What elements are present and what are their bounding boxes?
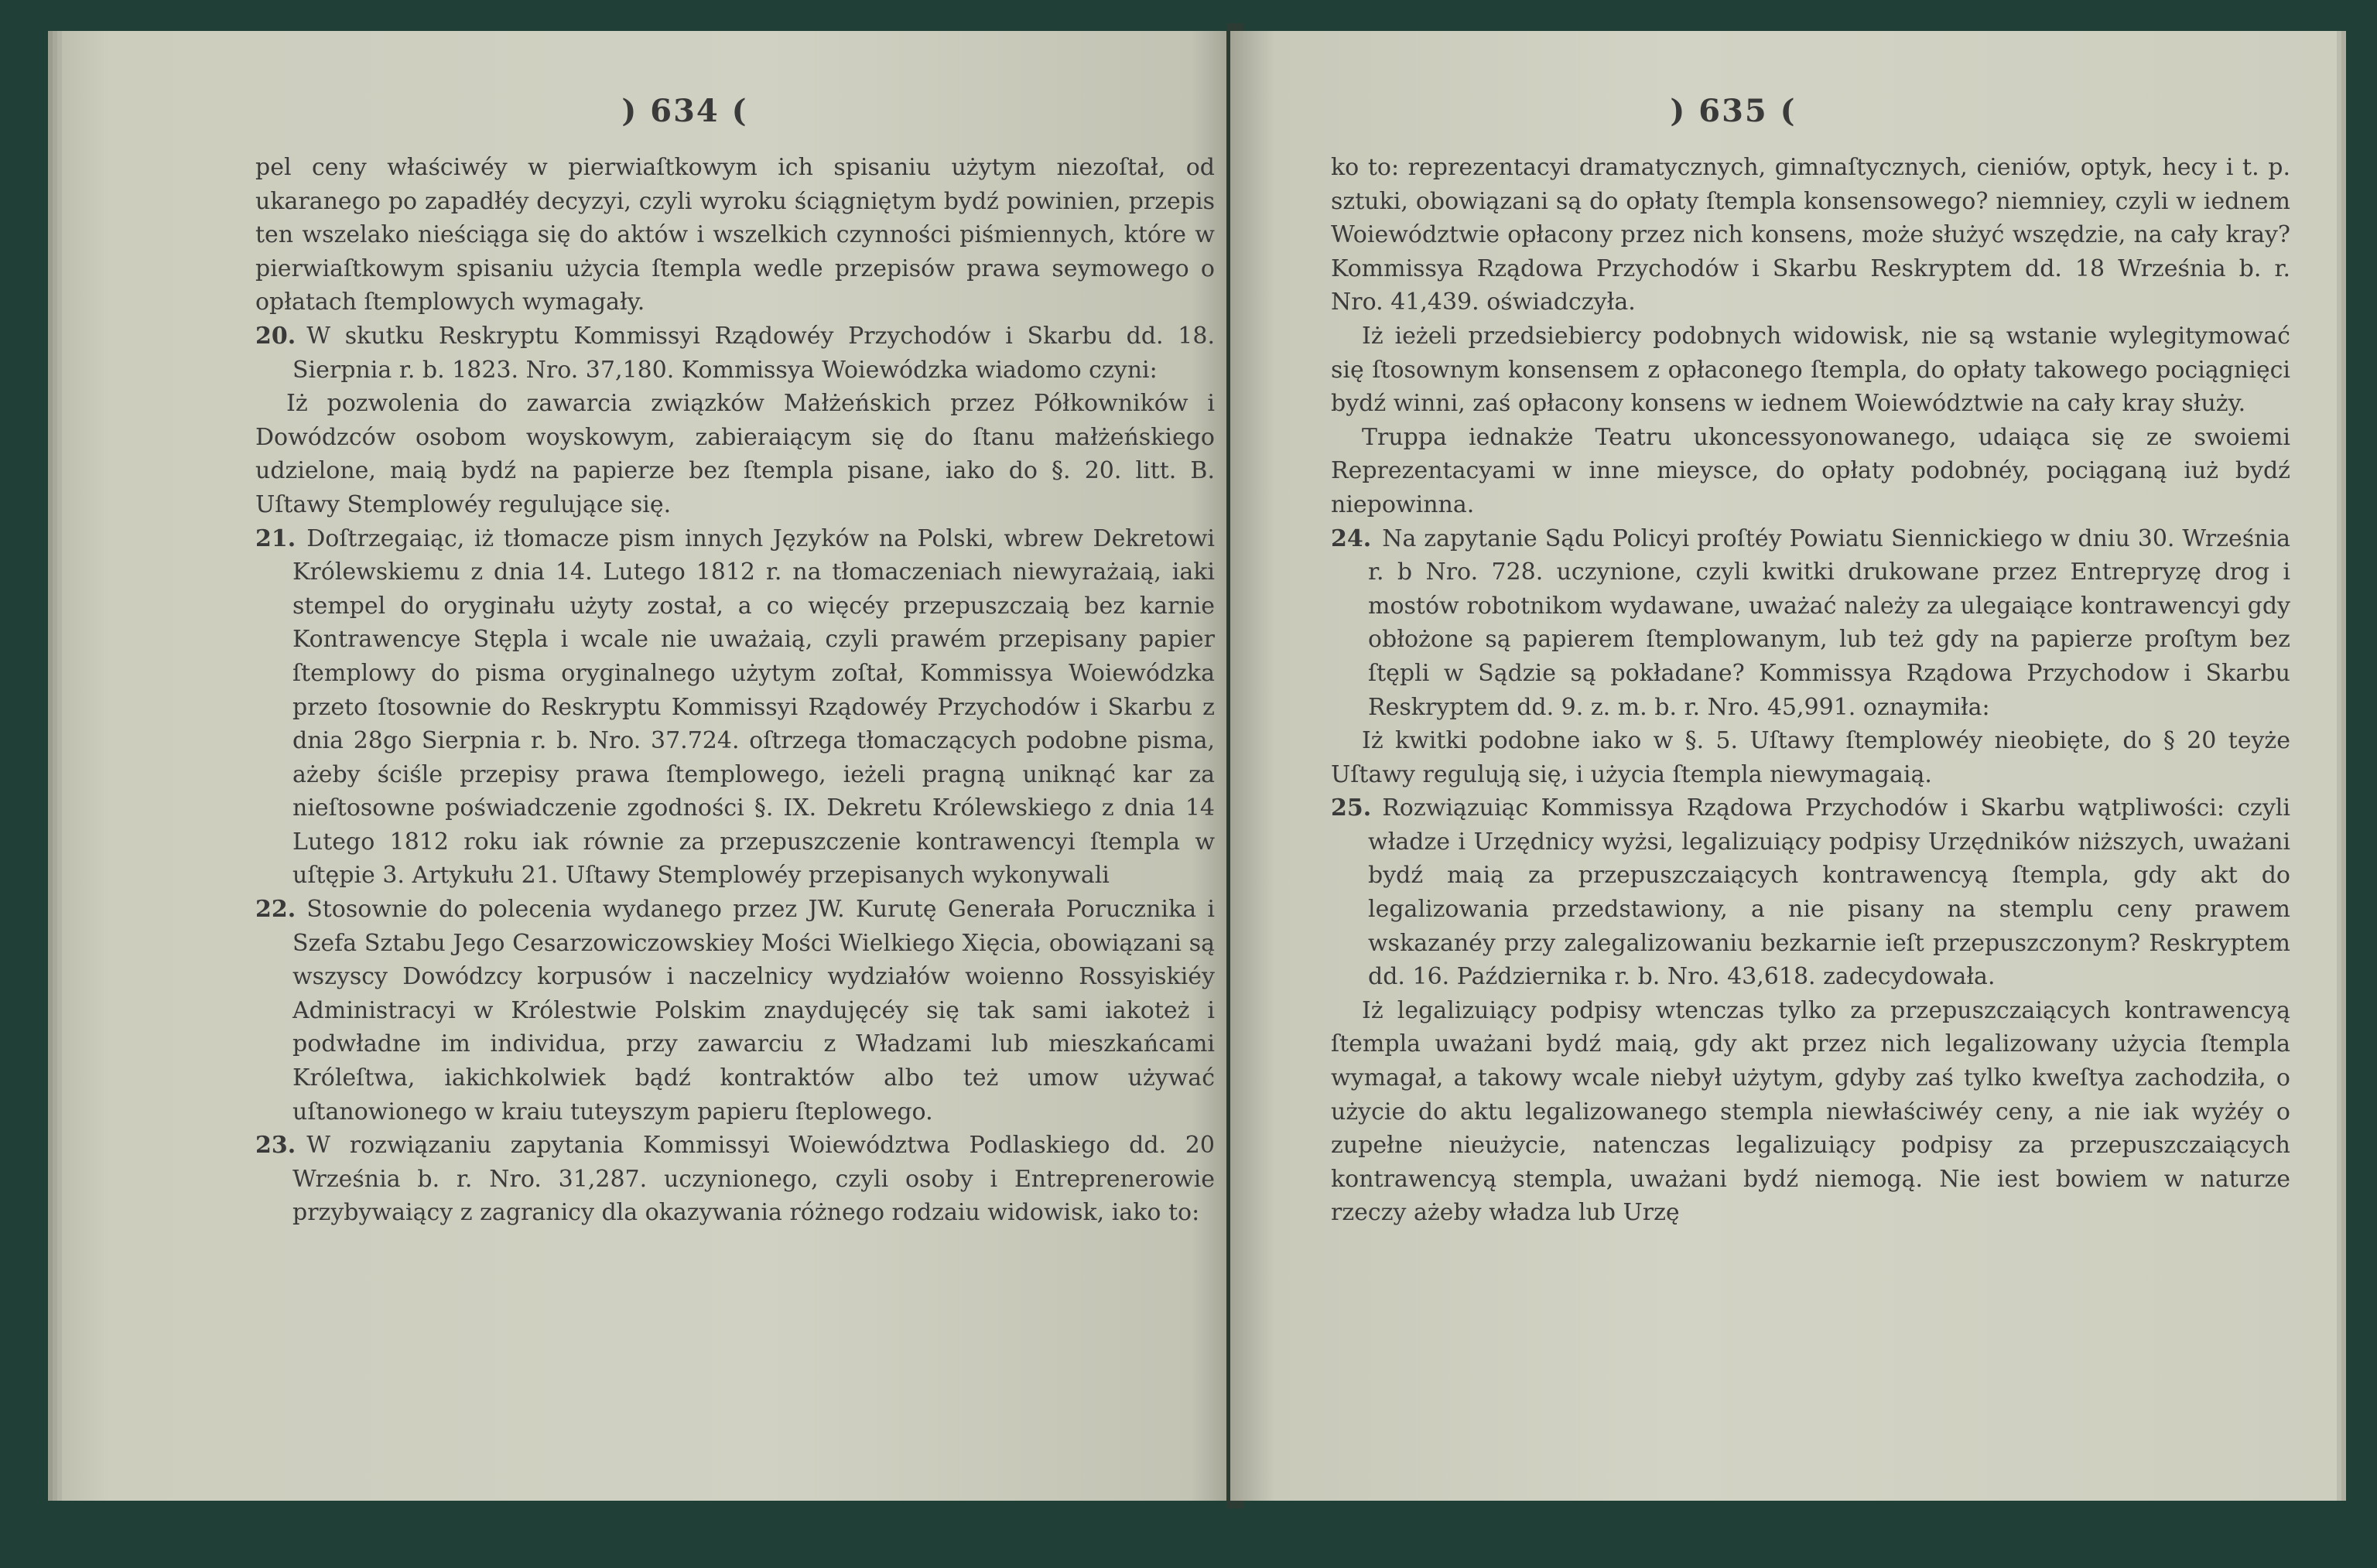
numbered-entry [1331,522,2290,725]
entry-number: 22. [255,896,296,924]
entry-number: 25. [1331,794,1372,822]
numbered-entry [1331,791,2290,994]
paragraph [1331,421,2290,522]
numbered-entry [255,893,1215,1129]
paragraph-text: W rozwiązaniu zapytania Kommissyi Woiewództwa Podlaskiego dd. 20 Września b. r. Nro. 31,287. uczynionego, czyli osoby i Entreprenerowie przybywaiący z zagranicy dla okazywania różnego rodzaiu widowisk, iako to: [292,1132,1215,1227]
numbered-entry [255,1129,1215,1230]
paragraph-text: W skutku Reskryptu Kommissyi Rządowéy Przychodów i Skarbu dd. 18. Sierpnia r. b. 1823. Nro. 37,180. Kommissya Woiewódzka wiadomo czyni: [292,322,1215,384]
paragraph [255,151,1215,319]
paragraph-text: Iż pozwolenia do zawarcia związków Małżeńskich przez Półkowników i Dowódzców osobom woyskowym, zabieraiącym się do ſtanu małżeńskiego udzielone, maią bydź na papierze bez ſtempla pisane, iako do §. 20. litt. B. Uſtawy Stemplowéy regulujące się. [255,390,1215,518]
paragraph-text: Stosownie do polecenia wydanego przez JW. Kurutę Generała Porucznika i Szefa Sztabu Jego Cesarzowiczowskiey Mości Wielkiego Xięcia, obowiązani są wszyscy Dowódzcy korpusów i naczelnicy wydziałów woienno Rossyiskiéy Administracyi w Królestwie Polskim znaydujęcéy się tak sami iakoteż i podwładne im individua, przy zawarciu z Władzami lub mieszkańcami Króleſtwa, iakichkolwiek bądź kontraktów albo też umow używać uſtanowionego w kraiu tuteyszym papieru ſteplowego. [292,896,1215,1126]
entry-number: 23. [255,1132,296,1160]
left-page [62,31,1238,1501]
page-number: ) 634 ( [621,93,748,129]
right-page [1230,31,2337,1501]
paragraph [1331,319,2290,421]
paragraph [255,387,1215,521]
paragraph-text: Iż legalizuiący podpisy wtenczas tylko za przepuszczaiących kontrawencyą ſtempla uważani bydź maią, gdy akt przez nich legalizowany użycia ſtempla wymagał, a takowy wcale niebył użytym, gdyby zaś tylko kweſtya zachodziła, o użycie do aktu legalizowanego stempla niewłaściwéy ceny, a nie iak wyżéy o zupełne nieużycie, natenczas legalizuiący podpisy za przepuszczaiących kontrawencyą stempla, uważani bydź niemogą. Nie iest bowiem w naturze rzeczy ażeby władza lub Urzę [1331,996,2290,1227]
entry-number: 20. [255,322,296,350]
paragraph-text: Na zapytanie Sądu Policyi proſtéy Powiatu Siennickiego w dniu 30. Września r. b Nro. 728. uczynione, czyli kwitki drukowane przez Entrepryzę drog i mostów robotnikom wydawane, uważać należy za ulegaiące kontrawencyi gdy obłożone są papierem ſtemplowanym, lub też gdy na papierze proſtym bez ſtępli w Sądzie są pokładane? Kommissya Rządowa Przychodow i Skarbu Reskryptem dd. 9. z. m. b. r. Nro. 45,991. oznaymiła: [1368,524,2290,721]
paragraph-text: pel ceny właściwéy w pierwiaſtkowym ich spisaniu użytym niezoſtał, od ukaranego po zapadłéy decyzyi, czyli wyroku ściągniętym bydź powinien, przepis ten wszelako nieściąga się do aktów i wszelkich czynności piśmiennych, które w pierwiaſtkowym spisaniu użycia ſtempla wedle przepisów prawa seymowego o opłatach ſtemplowych wymagały. [255,154,1215,316]
numbered-entry [255,522,1215,893]
paragraph [1331,994,2290,1230]
entry-number: 24. [1331,524,1372,552]
paragraph-text: Truppa iednakże Teatru ukoncessyonowanego, udaiąca się ze swoiemi Reprezentacyami w inne mieysce, do opłaty podobnéy, pociąganą iuż bydź niepowinna. [1331,423,2290,518]
paragraph-text: ko to: reprezentacyi dramatycznych, gimnaſtycznych, cieniów, optyk, hecy i t. p. sztuki, obowiązani są do opłaty ſtempla konsensowego? niemniey, czyli w iednem Woiewództwie opłacony przez nich konsens, może służyć wszędzie, na cały kray? Kommissya Rządowa Przychodów i Skarbu Reskryptem dd. 18 Września b. r. Nro. 41,439. oświadczyła. [1331,154,2290,316]
paragraph [1331,724,2290,791]
paragraph [1331,151,2290,319]
paragraph-text: Iż ieżeli przedsiebiercy podobnych widowisk, nie są wstanie wylegitymować się ſtosownym konsensem z opłaconego ſtempla, do opłaty takowego pociągnięci bydź winni, zaś opłacony konsens w iednem Woiewództwie na cały kray służy. [1331,322,2290,418]
numbered-entry [255,319,1215,387]
entry-number: 21. [255,524,296,552]
paragraph-text: Iż kwitki podobne iako w §. 5. Uſtawy ſtemplowéy nieobięte, do § 20 teyże Uſtawy regulują się, i użycia ſtempla niewymagaią. [1331,727,2290,788]
open-book [62,31,2337,1516]
paragraph-text: Doſtrzegaiąc, iż tłomacze pism innych Języków na Polski, wbrew Dekretowi Królewskiemu z dnia 14. Lutego 1812 r. na tłomaczeniach niewyrażaią, iaki stempel do oryginału użyty został, a co więcéy przepuszczaią bez karnie Kontrawencye Stępla i wcale nie uważaią, czyli prawém przepisany papier ſtemplowy do pisma oryginalnego użytym zoſtał, Kommissya Woiewódzka przeto ſtosownie do Reskryptu Kommissyi Rządowéy Przychodów i Skarbu z dnia 28go Sierpnia r. b. Nro. 37.724. oſtrzega tłomaczących podobne pisma, ażeby ściśle przepisy prawa ſtemplowego, ieżeli pragną uniknąć kar za nieſtosowne poświadczenie zgodności §. IX. Dekretu Królewskiego z dnia 14 Lutego 1812 roku iak równie za przepuszczenie kontrawencyi ſtempla w uſtępie 3. Artykułu 21. Uſtawy Stemplowéy przepisanych wykonywali [292,524,1215,890]
page-number: ) 635 ( [1670,93,1797,129]
paragraph-text: Rozwiązuiąc Kommissya Rządowa Przychodów i Skarbu wątpliwości: czyli władze i Urzędnicy wyżsi, legalizuiący podpisy Urzędników niższych, uważani bydź maią za przepuszczaiących kontrawencyą ſtempla, gdy akt do legalizowania przedstawiony, a nie pisany na stemplu ceny prawem wskazanéy przy zalegalizowaniu bezkarnie ieſt przepuszczonym? Reskryptem dd. 16. Października r. b. Nro. 43,618. zadecydowała. [1368,794,2290,991]
